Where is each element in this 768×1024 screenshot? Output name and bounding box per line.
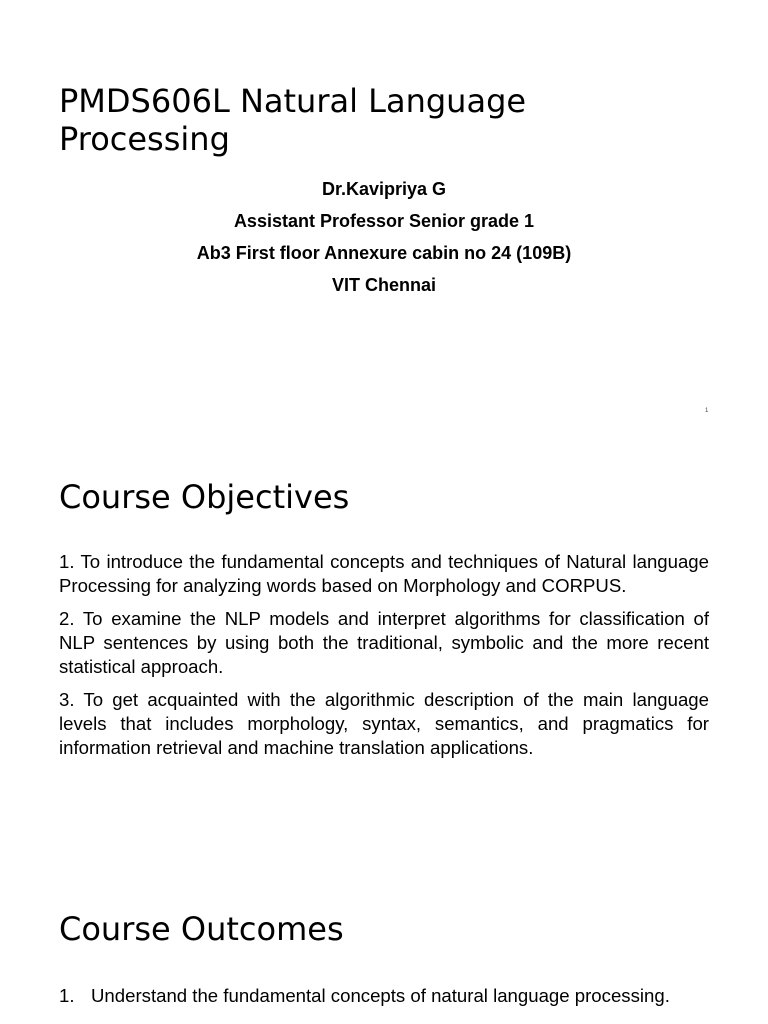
author-info xyxy=(0,176,768,304)
author-office: Ab3 First floor Annexure cabin no 24 (109B) xyxy=(196,243,572,263)
outcomes-heading: Course Outcomes xyxy=(59,910,344,948)
page-number: 1 xyxy=(705,408,709,414)
outcome-item xyxy=(59,984,709,1008)
objectives-heading: Course Objectives xyxy=(59,478,350,516)
outcome-text: Understand the fundamental concepts of natural language processing. xyxy=(91,985,670,1006)
outcome-number: 1. xyxy=(59,985,75,1006)
slide-title-heading: PMDS606L Natural Language Processing xyxy=(59,82,527,158)
slide-title xyxy=(0,0,768,430)
author-designation: Assistant Professor Senior grade 1 xyxy=(233,211,535,231)
author-name: Dr.Kavipriya G xyxy=(321,179,447,199)
objective-item: 1. To introduce the fundamental concepts and techniques of Natural language Processing for analyzing words based on Morphology and CORPUS. xyxy=(59,551,709,596)
objectives-list xyxy=(59,550,709,769)
outcomes-list xyxy=(59,984,709,1008)
objective-item: 3. To get acquainted with the algorithmic description of the main language levels that includes morphology, syntax, semantics, and pragmatics for information retrieval and machine translation applications. xyxy=(59,689,709,758)
objective-item: 2. To examine the NLP models and interpret algorithms for classification of NLP sentences by using both the traditional, symbolic and the more recent statistical approach. xyxy=(59,608,709,677)
author-institution: VIT Chennai xyxy=(331,275,436,295)
